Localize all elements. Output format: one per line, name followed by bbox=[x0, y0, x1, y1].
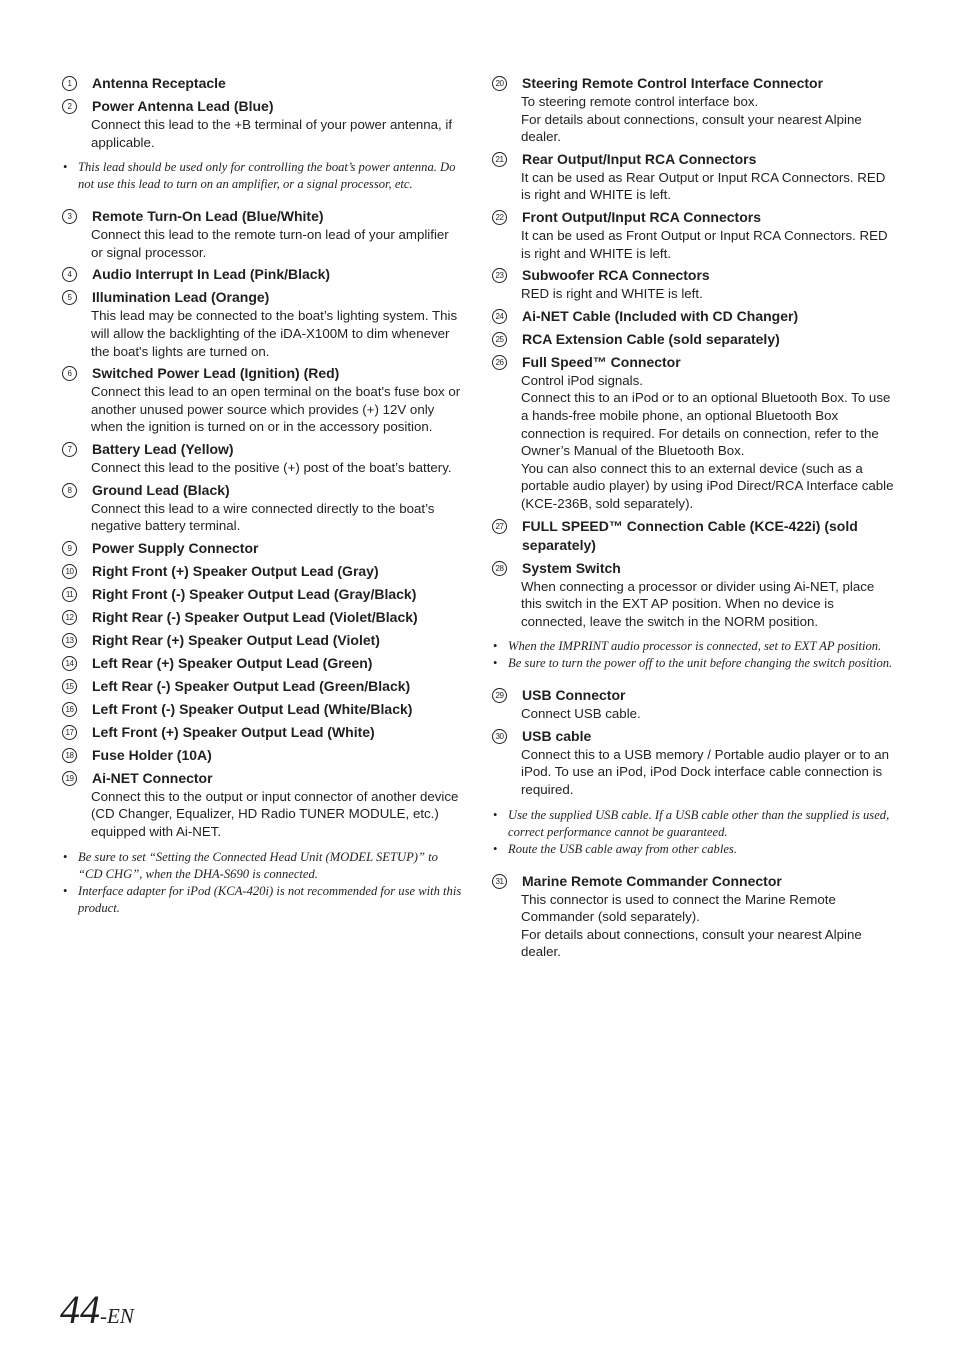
connection-item bbox=[62, 364, 464, 436]
item-description: It can be used as Front Output or Input RCA Connectors. RED is right and WHITE is left. bbox=[521, 227, 888, 261]
right-column bbox=[492, 74, 896, 965]
item-number-badge: 12 bbox=[62, 610, 77, 625]
item-title: RCA Extension Cable (sold separately) bbox=[522, 330, 780, 347]
item-title: Steering Remote Control Interface Connector bbox=[522, 75, 824, 91]
item-number-badge: 15 bbox=[62, 679, 77, 694]
connection-item bbox=[492, 150, 896, 204]
connection-item bbox=[492, 686, 896, 723]
item-header bbox=[62, 440, 464, 459]
item-header bbox=[62, 74, 464, 93]
item-number-badge: 21 bbox=[492, 152, 507, 167]
note: • Interface adapter for iPod (KCA-420i) is not recommended for use with this product. bbox=[62, 883, 464, 917]
item-header bbox=[62, 585, 464, 604]
item-header bbox=[62, 97, 464, 116]
item-title: Remote Turn-On Lead (Blue/White) bbox=[92, 208, 324, 225]
connection-item bbox=[492, 517, 896, 555]
item-title: Switched Power Lead (Ignition) (Red) bbox=[92, 365, 340, 382]
connection-item bbox=[492, 74, 896, 146]
item-header bbox=[62, 288, 464, 307]
item-header bbox=[62, 608, 464, 627]
item-description: This connector is used to connect the Marine Remote Commander (sold separately). For details about connections, consult your nearest Alpine dealer. bbox=[521, 891, 862, 960]
item-title: Right Front (+) Speaker Output Lead (Gray) bbox=[92, 562, 379, 579]
item-number-badge: 18 bbox=[62, 748, 77, 763]
item-header bbox=[492, 330, 896, 349]
item-number-badge: 17 bbox=[62, 725, 77, 740]
connection-item bbox=[62, 97, 464, 151]
item-title: Left Front (-) Speaker Output Lead (White/Black) bbox=[92, 700, 413, 717]
item-number-badge: 20 bbox=[492, 76, 507, 91]
connection-item bbox=[62, 654, 464, 673]
item-description: When connecting a processor or divider using Ai-NET, place this switch in the EXT AP position. When no device is connected, leave the switch in the NORM position. bbox=[521, 578, 875, 629]
item-number-badge: 19 bbox=[62, 771, 77, 786]
item-number-badge: 10 bbox=[62, 564, 77, 579]
item-title: Illumination Lead (Orange) bbox=[92, 289, 270, 306]
item-number-badge: 11 bbox=[62, 587, 77, 602]
item-title: Battery Lead (Yellow) bbox=[92, 440, 234, 457]
item-title: Ai-NET Connector bbox=[92, 769, 213, 786]
item-description: To steering remote control interface box. For details about connections, consult your nearest Alpine dealer. bbox=[521, 94, 862, 145]
item-title: Audio Interrupt In Lead (Pink/Black) bbox=[92, 266, 331, 283]
item-header bbox=[62, 654, 464, 673]
page-number: 44 bbox=[60, 1287, 100, 1332]
connection-item bbox=[62, 585, 464, 604]
item-number-badge: 16 bbox=[62, 702, 77, 717]
item-number-badge: 6 bbox=[62, 366, 77, 381]
item-header bbox=[62, 481, 464, 500]
connection-item bbox=[62, 608, 464, 627]
item-number-badge: 24 bbox=[492, 309, 507, 324]
item-title: Ai-NET Cable (Included with CD Changer) bbox=[522, 307, 799, 324]
item-number-badge: 26 bbox=[492, 355, 507, 370]
item-number-badge: 5 bbox=[62, 290, 77, 305]
item-description: Connect this lead to the remote turn-on lead of your amplifier or signal processor. bbox=[91, 227, 449, 260]
note: • Be sure to set “Setting the Connected Head Unit (MODEL SETUP)” to “CD CHG”, when the DHA-S690 is connected. bbox=[62, 849, 464, 883]
connection-item bbox=[62, 207, 464, 261]
item-description: This lead may be connected to the boat’s lighting system. This will allow the backlighting of the iDA-X100M to dim whenever the boat's lights are turned on. bbox=[91, 308, 458, 359]
item-title: Right Rear (-) Speaker Output Lead (Violet/Black) bbox=[92, 608, 418, 625]
item-title: Fuse Holder (10A) bbox=[92, 746, 212, 763]
connection-item bbox=[62, 288, 464, 360]
item-header bbox=[62, 539, 464, 558]
item-title: Left Front (+) Speaker Output Lead (White) bbox=[92, 723, 375, 740]
item-description: Connect this lead to the positive (+) post of the boat’s battery. bbox=[91, 459, 452, 475]
item-header bbox=[492, 150, 896, 169]
item-header bbox=[62, 207, 464, 226]
connection-item bbox=[492, 872, 896, 961]
connection-item bbox=[62, 481, 464, 535]
item-number-badge: 27 bbox=[492, 519, 507, 534]
item-header bbox=[492, 559, 896, 578]
connection-item bbox=[492, 727, 896, 799]
connection-item bbox=[62, 265, 464, 284]
item-header bbox=[492, 517, 896, 555]
item-number-badge: 22 bbox=[492, 210, 507, 225]
note-group bbox=[62, 849, 464, 917]
connection-item bbox=[492, 353, 896, 513]
item-header bbox=[62, 700, 464, 719]
left-column bbox=[62, 74, 464, 931]
item-title: Left Rear (+) Speaker Output Lead (Green) bbox=[92, 654, 373, 671]
note: • Be sure to turn the power off to the unit before changing the switch position. bbox=[492, 655, 896, 672]
item-description: RED is right and WHITE is left. bbox=[521, 286, 703, 302]
item-header bbox=[492, 353, 896, 372]
item-number-badge: 3 bbox=[62, 209, 77, 224]
item-header bbox=[62, 631, 464, 650]
item-number-badge: 13 bbox=[62, 633, 77, 648]
item-title: Marine Remote Commander Connector bbox=[522, 872, 782, 889]
item-header bbox=[62, 769, 464, 788]
connection-item bbox=[62, 539, 464, 558]
item-description: Control iPod signals. Connect this to an iPod or to an optional Bluetooth Box. To use a hands-free mobile phone, an optional Bluetooth Box connection is required. For details on connection, refer to the Owner’s Manual of the Bluetooth Box. You can also connect this to an external device (such as a portable audio player) by using iPod Direct/RCA Interface cable (KCE-236B, sold separately). bbox=[521, 372, 894, 511]
item-title: Power Supply Connector bbox=[92, 539, 259, 556]
connection-item bbox=[62, 631, 464, 650]
item-title: Power Antenna Lead (Blue) bbox=[92, 98, 274, 114]
item-number-badge: 28 bbox=[492, 561, 507, 576]
item-title: Right Rear (+) Speaker Output Lead (Violet) bbox=[92, 631, 380, 648]
item-title: Antenna Receptacle bbox=[92, 75, 226, 91]
item-title: System Switch bbox=[522, 559, 621, 576]
item-title: Left Rear (-) Speaker Output Lead (Green/Black) bbox=[92, 677, 411, 694]
item-header bbox=[62, 723, 464, 742]
note: • Route the USB cable away from other cables. bbox=[492, 841, 896, 858]
item-description: It can be used as Rear Output or Input RCA Connectors. RED is right and WHITE is left. bbox=[521, 169, 886, 203]
item-number-badge: 2 bbox=[62, 99, 77, 114]
connection-item bbox=[62, 562, 464, 581]
item-description: Connect USB cable. bbox=[521, 706, 641, 722]
item-title: Front Output/Input RCA Connectors bbox=[522, 208, 761, 225]
item-header bbox=[492, 74, 896, 93]
item-number-badge: 29 bbox=[492, 688, 507, 703]
item-description: Connect this lead to the +B terminal of your power antenna, if applicable. bbox=[91, 117, 453, 150]
item-header bbox=[62, 265, 464, 284]
item-title: Right Front (-) Speaker Output Lead (Gray/Black) bbox=[92, 585, 417, 602]
item-header bbox=[492, 307, 896, 326]
item-title: USB cable bbox=[522, 727, 592, 744]
connection-item bbox=[492, 208, 896, 262]
item-title: Ground Lead (Black) bbox=[92, 481, 230, 498]
connection-item bbox=[62, 700, 464, 719]
item-number-badge: 8 bbox=[62, 483, 77, 498]
note: • When the IMPRINT audio processor is connected, set to EXT AP position. bbox=[492, 638, 896, 655]
item-number-badge: 1 bbox=[62, 76, 77, 91]
item-description: Connect this lead to an open terminal on the boat's fuse box or another unused power source which provides (+) 12V only when the ignition is turned on or in the accessory position. bbox=[91, 384, 461, 435]
connection-item bbox=[62, 769, 464, 841]
item-description: Connect this lead to a wire connected directly to the boat’s negative battery terminal. bbox=[91, 500, 435, 534]
item-header bbox=[492, 727, 896, 746]
connection-item bbox=[492, 559, 896, 631]
item-number-badge: 30 bbox=[492, 729, 507, 744]
item-title: FULL SPEED™ Connection Cable (KCE-422i) (sold separately) bbox=[522, 517, 858, 553]
page-language-suffix: -EN bbox=[100, 1304, 134, 1328]
connection-item bbox=[492, 266, 896, 303]
item-header bbox=[62, 677, 464, 696]
item-number-badge: 25 bbox=[492, 332, 507, 347]
item-header bbox=[492, 686, 896, 705]
item-number-badge: 23 bbox=[492, 268, 507, 283]
item-number-badge: 7 bbox=[62, 442, 77, 457]
item-description: Connect this to a USB memory / Portable audio player or to an iPod. To use an iPod, iPod Dock interface cable connection is required. bbox=[521, 746, 890, 798]
note-group bbox=[62, 159, 464, 193]
item-header bbox=[62, 364, 464, 383]
note-group bbox=[492, 807, 896, 858]
item-number-badge: 9 bbox=[62, 541, 77, 556]
item-header bbox=[62, 746, 464, 765]
connection-item bbox=[492, 307, 896, 326]
item-header bbox=[62, 562, 464, 581]
connection-item bbox=[62, 723, 464, 742]
note: • This lead should be used only for controlling the boat’s power antenna. Do not use this lead to turn on an amplifier, or a signal processor, etc. bbox=[62, 159, 464, 193]
item-header bbox=[492, 266, 896, 285]
item-number-badge: 14 bbox=[62, 656, 77, 671]
item-title: USB Connector bbox=[522, 687, 626, 704]
connection-item bbox=[62, 677, 464, 696]
connection-item bbox=[492, 330, 896, 349]
item-number-badge: 31 bbox=[492, 874, 507, 889]
connection-item bbox=[62, 746, 464, 765]
connection-item bbox=[62, 440, 464, 477]
note-group bbox=[492, 638, 896, 672]
item-title: Full Speed™ Connector bbox=[522, 353, 681, 370]
item-description: Connect this to the output or input connector of another device (CD Changer, Equalizer, HD Radio TUNER MODULE, etc.) equipped with Ai-NET. bbox=[91, 788, 459, 839]
page-footer bbox=[60, 1286, 134, 1333]
item-title: Rear Output/Input RCA Connectors bbox=[522, 150, 757, 167]
connection-item bbox=[62, 74, 464, 93]
note: • Use the supplied USB cable. If a USB cable other than the supplied is used, correct performance cannot be guaranteed. bbox=[492, 807, 896, 841]
item-header bbox=[492, 872, 896, 891]
item-number-badge: 4 bbox=[62, 267, 77, 282]
item-title: Subwoofer RCA Connectors bbox=[522, 267, 710, 284]
item-header bbox=[492, 208, 896, 227]
